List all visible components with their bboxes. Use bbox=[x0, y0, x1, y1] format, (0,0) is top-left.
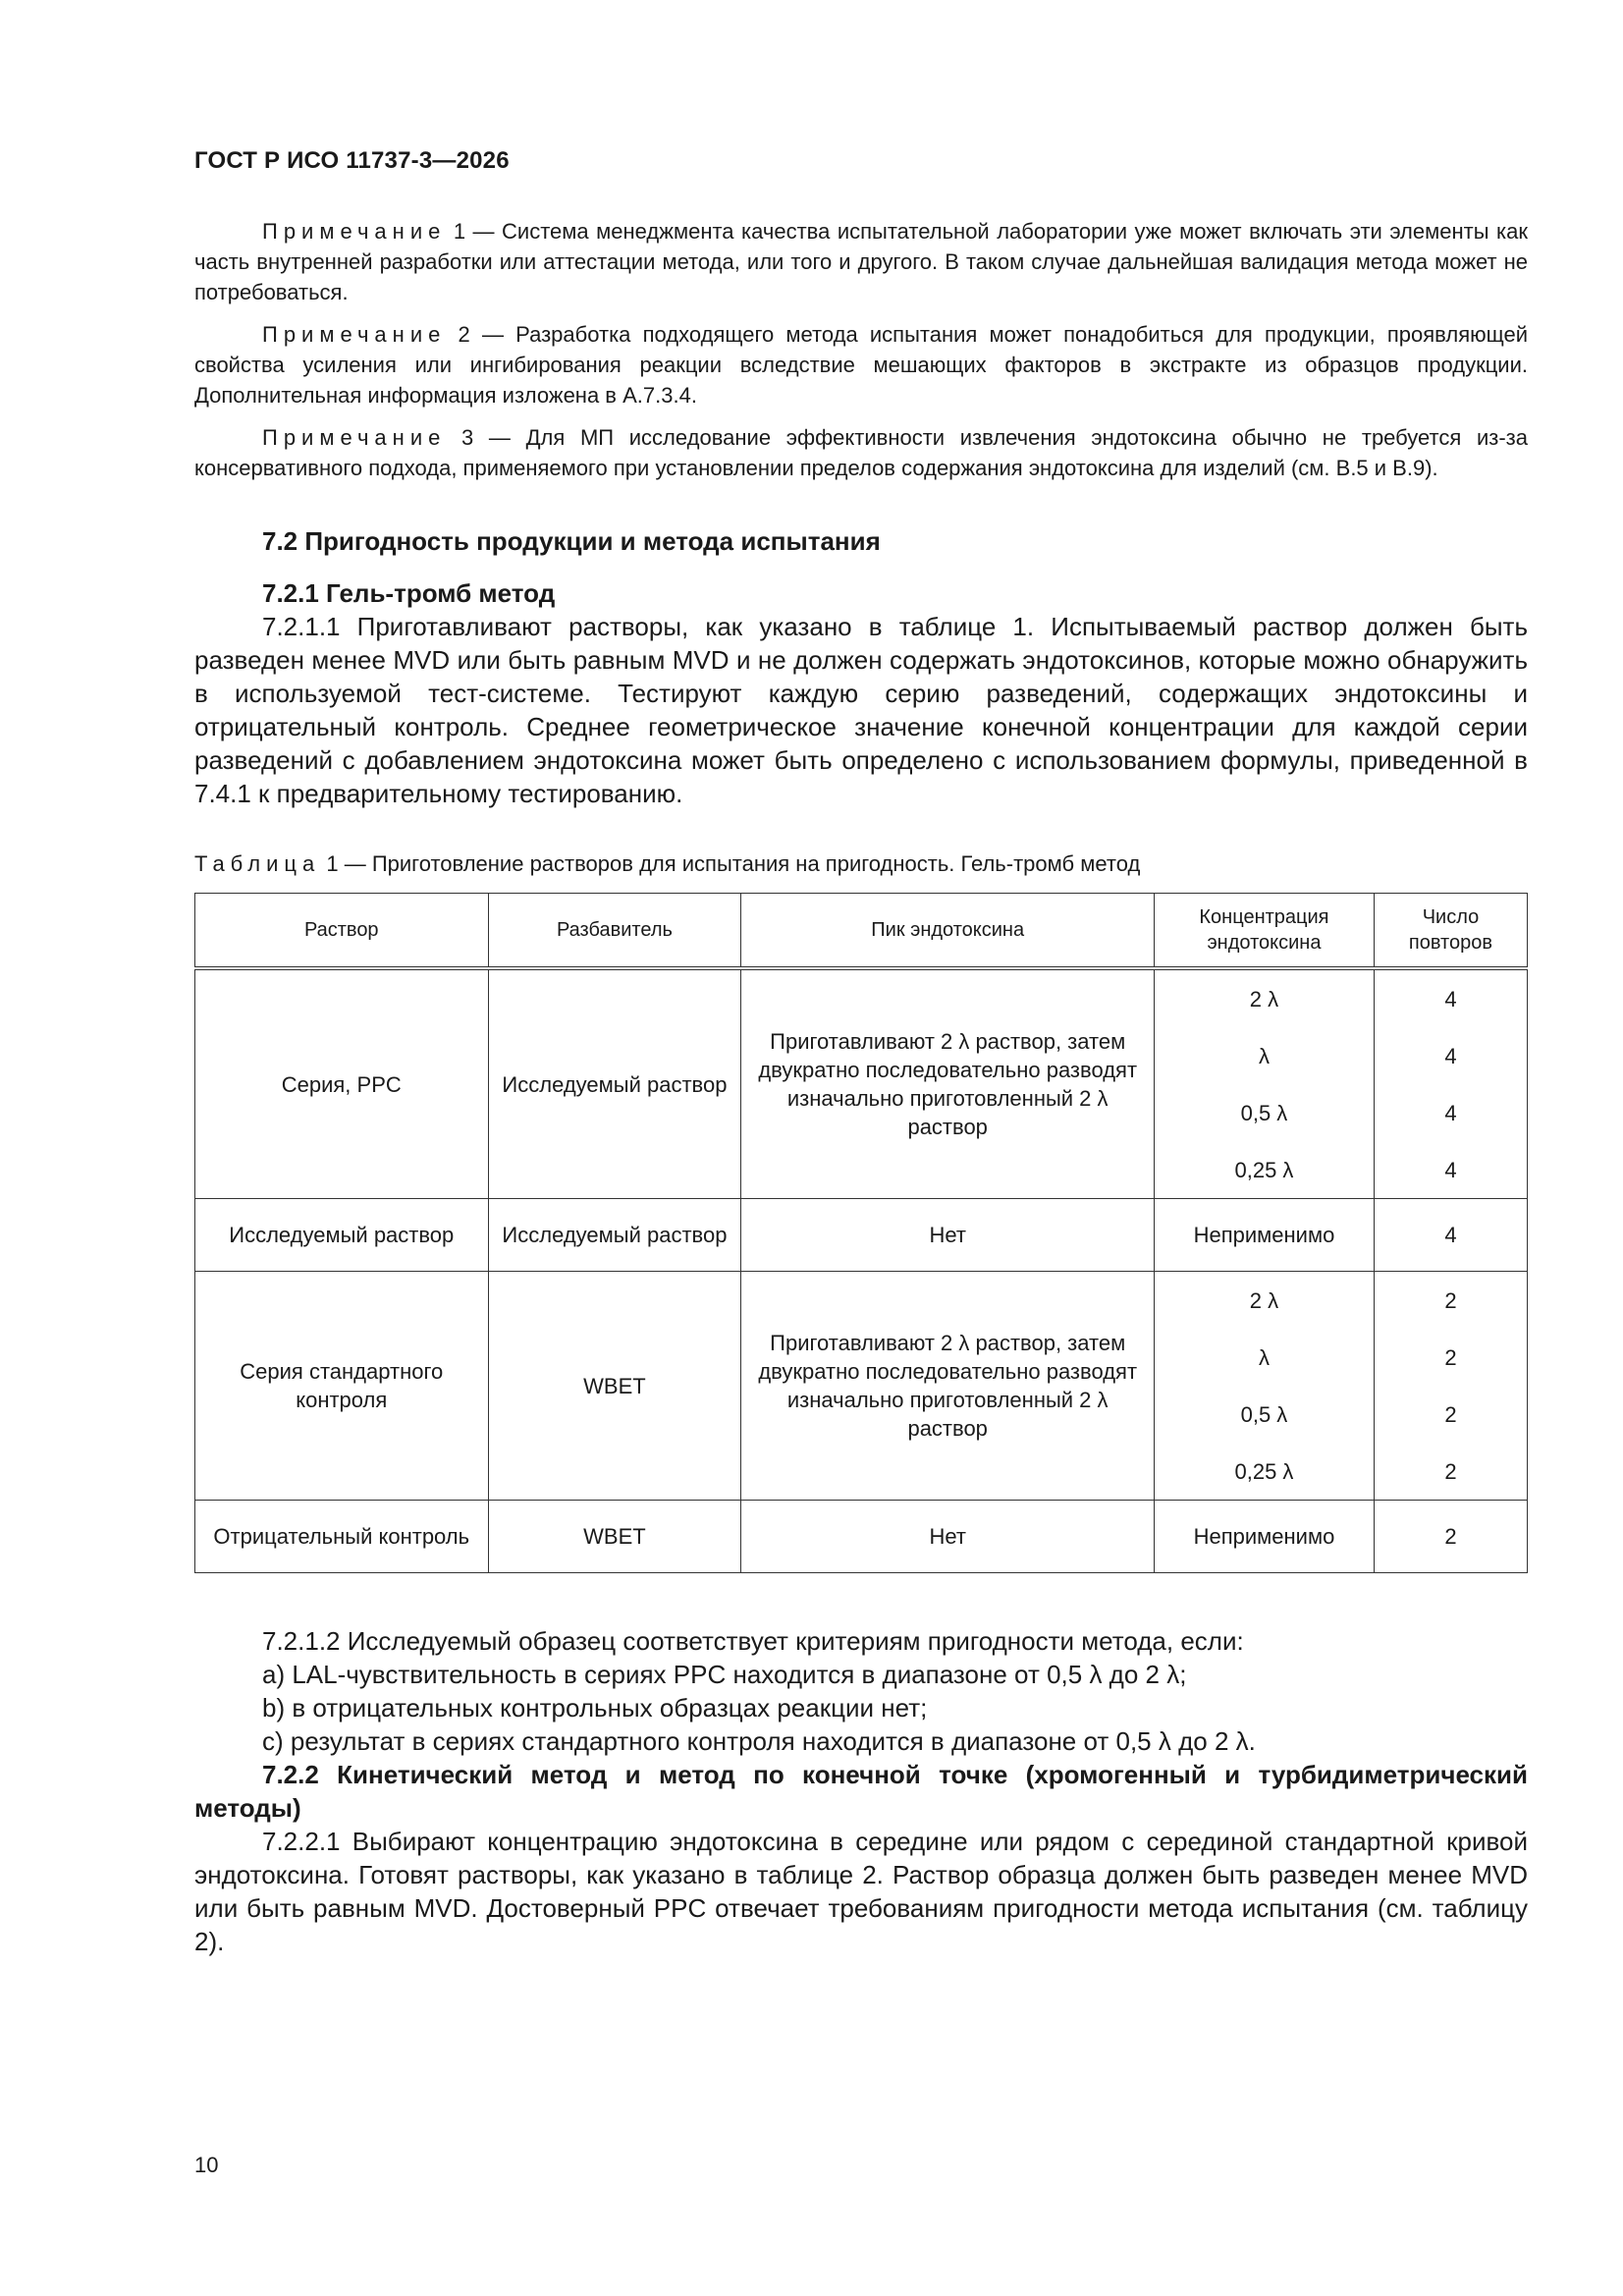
cell-concentration: 0,5 λ bbox=[1155, 1386, 1375, 1443]
cell-replicates: 2 bbox=[1374, 1443, 1527, 1501]
cell-concentration: Неприменимо bbox=[1155, 1501, 1375, 1573]
cell-concentration: 2 λ bbox=[1155, 968, 1375, 1027]
header-solution: Раствор bbox=[195, 894, 489, 969]
table-row bbox=[195, 968, 1528, 1027]
note-label: Примечание bbox=[262, 219, 447, 244]
cell-solution: Серия, PPC bbox=[195, 968, 489, 1199]
section-7-2-1-heading: 7.2.1 Гель-тромб метод bbox=[262, 578, 556, 608]
note-text: 3 — Для МП исследование эффективности извлечения эндотоксина обычно не требуется из-за консервативного подхода, применяемого при установлении пределов содержания эндотоксина для изделий (см. В.5 и В.9). bbox=[194, 425, 1528, 480]
document-page bbox=[194, 147, 1528, 1958]
table-row bbox=[195, 1199, 1528, 1272]
cell-diluent: WBET bbox=[488, 1501, 741, 1573]
header-concentration: Концентрация эндотоксина bbox=[1155, 894, 1375, 969]
note-label: Примечание bbox=[262, 425, 447, 450]
table-row bbox=[195, 1272, 1528, 1330]
cell-replicates: 4 bbox=[1374, 1027, 1527, 1084]
criteria-list bbox=[194, 1624, 1528, 1758]
cell-concentration: λ bbox=[1155, 1027, 1375, 1084]
header-replicates: Число повторов bbox=[1374, 894, 1527, 969]
cell-replicates: 2 bbox=[1374, 1329, 1527, 1386]
header-spike: Пик эндотоксина bbox=[741, 894, 1155, 969]
list-item: a) LAL-чувствительность в сериях PPC находится в диапазоне от 0,5 λ до 2 λ; bbox=[262, 1660, 1187, 1689]
cell-solution: Исследуемый раствор bbox=[195, 1199, 489, 1272]
note-3 bbox=[194, 422, 1528, 483]
note-text: 1 — Система менеджмента качества испытательной лаборатории уже может включать эти элементы как часть внутренней разработки или аттестации метода, или того и другого. В таком случае дальнейшая валидация метода может не потребоваться. bbox=[194, 219, 1528, 304]
table-caption-text: 1 — Приготовление растворов для испытания на пригодность. Гель-тромб метод bbox=[320, 851, 1141, 876]
cell-spike: Нет bbox=[741, 1501, 1155, 1573]
cell-replicates: 4 bbox=[1374, 1084, 1527, 1141]
cell-replicates: 2 bbox=[1374, 1386, 1527, 1443]
table-header-row bbox=[195, 894, 1528, 969]
cell-diluent: WBET bbox=[488, 1272, 741, 1501]
cell-spike: Нет bbox=[741, 1199, 1155, 1272]
section-7-2-heading: 7.2 Пригодность продукции и метода испытания bbox=[262, 526, 881, 556]
cell-replicates: 2 bbox=[1374, 1272, 1527, 1330]
cell-replicates: 4 bbox=[1374, 1199, 1527, 1272]
cell-spike: Приготавливают 2 λ раствор, затем двукратно последовательно разводят изначально приготовленный 2 λ раствор bbox=[741, 968, 1155, 1199]
cell-replicates: 2 bbox=[1374, 1501, 1527, 1573]
cell-concentration: 0,5 λ bbox=[1155, 1084, 1375, 1141]
note-label: Примечание bbox=[262, 322, 447, 347]
note-text: 2 — Разработка подходящего метода испытания может понадобиться для продукции, проявляющей свойства усиления или ингибирования реакции вследствие мешающих факторов в экстракте из образцов продукции. Дополнительная информация изложена в А.7.3.4. bbox=[194, 322, 1528, 408]
cell-concentration: 0,25 λ bbox=[1155, 1443, 1375, 1501]
cell-diluent: Исследуемый раствор bbox=[488, 968, 741, 1199]
table-1 bbox=[194, 893, 1528, 1573]
cell-solution: Отрицательный контроль bbox=[195, 1501, 489, 1573]
cell-diluent: Исследуемый раствор bbox=[488, 1199, 741, 1272]
document-header: ГОСТ Р ИСО 11737-3—2026 bbox=[194, 147, 510, 174]
table-row bbox=[195, 1501, 1528, 1573]
table-1-caption bbox=[194, 851, 1528, 877]
cell-concentration: λ bbox=[1155, 1329, 1375, 1386]
cell-solution: Серия стандартного контроля bbox=[195, 1272, 489, 1501]
paragraph-7-2-1-1: 7.2.1.1 Приготавливают растворы, как указано в таблице 1. Испытываемый раствор должен быть разведен менее MVD или быть равным MVD и не должен содержать эндотоксинов, которые можно обнаружить в используемой тест-системе. Тестируют каждую серию разведений, содержащих эндотоксины и отрицательный контроль. Среднее геометрическое значение конечной концентрации для каждой серии разведений с добавлением эндотоксина может быть определено с использованием формулы, приведенной в 7.4.1 к предварительному тестированию. bbox=[194, 612, 1528, 808]
cell-concentration: 0,25 λ bbox=[1155, 1141, 1375, 1199]
cell-concentration: Неприменимо bbox=[1155, 1199, 1375, 1272]
criteria-intro: 7.2.1.2 Исследуемый образец соответствует критериям пригодности метода, если: bbox=[262, 1626, 1244, 1656]
header-diluent: Разбавитель bbox=[488, 894, 741, 969]
section-7-2-2-heading: 7.2.2 Кинетический метод и метод по конечной точке (хромогенный и турбидиметрический методы) bbox=[194, 1760, 1528, 1823]
note-1 bbox=[194, 216, 1528, 307]
cell-concentration: 2 λ bbox=[1155, 1272, 1375, 1330]
paragraph-7-2-2-1: 7.2.2.1 Выбирают концентрацию эндотоксина в середине или рядом с серединой стандартной кривой эндотоксина. Готовят растворы, как указано в таблице 2. Раствор образца должен быть разведен менее MVD или быть равным MVD. Достоверный PPC отвечает требованиям пригодности метода испытания (см. таблицу 2). bbox=[194, 1827, 1528, 1956]
list-item: b) в отрицательных контрольных образцах реакции нет; bbox=[262, 1693, 928, 1722]
list-item: c) результат в сериях стандартного контроля находится в диапазоне от 0,5 λ до 2 λ. bbox=[262, 1726, 1256, 1756]
table-caption-label: Таблица bbox=[194, 851, 321, 876]
cell-replicates: 4 bbox=[1374, 1141, 1527, 1199]
note-2 bbox=[194, 319, 1528, 410]
cell-replicates: 4 bbox=[1374, 968, 1527, 1027]
cell-spike: Приготавливают 2 λ раствор, затем двукратно последовательно разводят изначально приготовленный 2 λ раствор bbox=[741, 1272, 1155, 1501]
page-number: 10 bbox=[194, 2153, 219, 2177]
